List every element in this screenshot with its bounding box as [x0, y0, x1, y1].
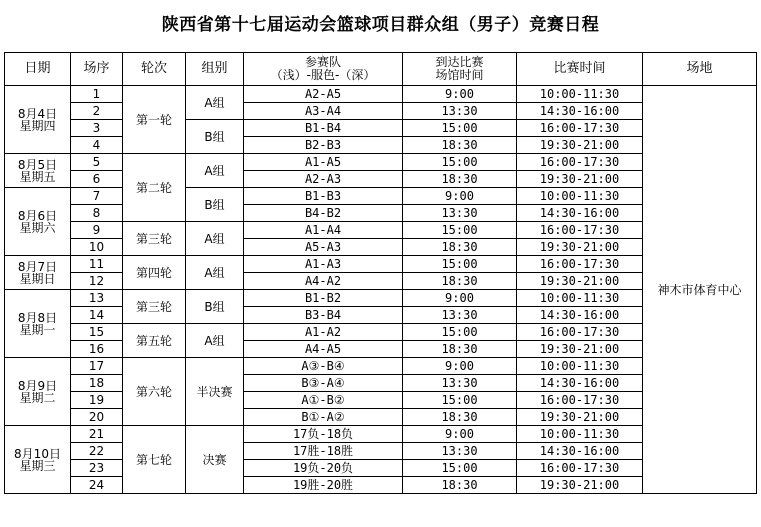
teams-cell: B③-A④ — [244, 375, 403, 392]
header-arrival-line2: 场馆时间 — [435, 68, 484, 82]
date-day: 8月10日 — [14, 446, 61, 461]
group-cell: B组 — [186, 188, 244, 222]
arrival-cell: 18:30 — [403, 477, 517, 494]
match-time-cell: 10:00-11:30 — [517, 426, 643, 443]
date-weekday: 星期六 — [19, 220, 56, 235]
seq-cell: 15 — [71, 324, 123, 341]
teams-cell: 19胜-20胜 — [244, 477, 403, 494]
group-cell: A组 — [186, 324, 244, 358]
group-cell: A组 — [186, 86, 244, 120]
header-arrival — [403, 53, 517, 86]
date-weekday: 星期日 — [19, 271, 56, 286]
teams-cell: B1-B2 — [244, 290, 403, 307]
arrival-cell: 9:00 — [403, 290, 517, 307]
teams-cell: 17负-18负 — [244, 426, 403, 443]
schedule-table — [4, 52, 757, 494]
seq-cell: 20 — [71, 409, 123, 426]
date-weekday: 星期一 — [19, 322, 56, 337]
teams-cell: A4-A2 — [244, 273, 403, 290]
group-cell: A组 — [186, 222, 244, 256]
date-cell — [5, 188, 71, 256]
teams-cell: A1-A5 — [244, 154, 403, 171]
teams-cell: A1-A3 — [244, 256, 403, 273]
seq-cell: 24 — [71, 477, 123, 494]
round-cell: 第三轮 — [123, 222, 186, 256]
header-teams — [244, 53, 403, 86]
match-time-cell: 19:30-21:00 — [517, 477, 643, 494]
round-cell: 第六轮 — [123, 358, 186, 426]
teams-cell: B3-B4 — [244, 307, 403, 324]
match-time-cell: 19:30-21:00 — [517, 171, 643, 188]
group-cell: B组 — [186, 290, 244, 324]
seq-cell: 2 — [71, 103, 123, 120]
date-day: 8月5日 — [17, 157, 58, 172]
header-round: 轮次 — [123, 53, 186, 86]
teams-cell: B2-B3 — [244, 137, 403, 154]
date-weekday: 星期四 — [19, 118, 56, 133]
seq-cell: 18 — [71, 375, 123, 392]
teams-cell: A③-B④ — [244, 358, 403, 375]
match-time-cell: 19:30-21:00 — [517, 409, 643, 426]
date-day: 8月7日 — [17, 259, 58, 274]
date-weekday: 星期五 — [19, 169, 56, 184]
header-date: 日期 — [5, 53, 71, 86]
teams-cell: A①-B② — [244, 392, 403, 409]
teams-cell: B①-A② — [244, 409, 403, 426]
seq-cell: 22 — [71, 443, 123, 460]
header-teams-line2: （浅）-服色-（深） — [270, 68, 376, 82]
match-time-cell: 14:30-16:00 — [517, 205, 643, 222]
seq-cell: 1 — [71, 86, 123, 103]
arrival-cell: 18:30 — [403, 137, 517, 154]
arrival-cell: 15:00 — [403, 460, 517, 477]
match-time-cell: 19:30-21:00 — [517, 273, 643, 290]
arrival-cell: 18:30 — [403, 409, 517, 426]
date-weekday: 星期三 — [19, 458, 56, 473]
seq-cell: 14 — [71, 307, 123, 324]
arrival-cell: 9:00 — [403, 426, 517, 443]
round-cell: 第五轮 — [123, 324, 186, 358]
match-time-cell: 14:30-16:00 — [517, 103, 643, 120]
teams-cell: A2-A3 — [244, 171, 403, 188]
group-cell: 半决赛 — [186, 358, 244, 426]
match-time-cell: 10:00-11:30 — [517, 358, 643, 375]
match-time-cell: 14:30-16:00 — [517, 307, 643, 324]
seq-cell: 4 — [71, 137, 123, 154]
header-group: 组别 — [186, 53, 244, 86]
group-cell: B组 — [186, 120, 244, 154]
seq-cell: 8 — [71, 205, 123, 222]
date-weekday: 星期二 — [19, 390, 56, 405]
arrival-cell: 18:30 — [403, 171, 517, 188]
arrival-cell: 18:30 — [403, 341, 517, 358]
match-time-cell: 16:00-17:30 — [517, 324, 643, 341]
match-time-cell: 19:30-21:00 — [517, 341, 643, 358]
seq-cell: 5 — [71, 154, 123, 171]
arrival-cell: 13:30 — [403, 103, 517, 120]
seq-cell: 12 — [71, 273, 123, 290]
seq-cell: 7 — [71, 188, 123, 205]
arrival-cell: 18:30 — [403, 239, 517, 256]
date-cell — [5, 290, 71, 358]
header-row — [5, 53, 757, 86]
teams-cell: B1-B3 — [244, 188, 403, 205]
arrival-cell: 15:00 — [403, 256, 517, 273]
seq-cell: 10 — [71, 239, 123, 256]
teams-cell: A4-A5 — [244, 341, 403, 358]
seq-cell: 23 — [71, 460, 123, 477]
match-time-cell: 16:00-17:30 — [517, 256, 643, 273]
group-cell: A组 — [186, 154, 244, 188]
seq-cell: 11 — [71, 256, 123, 273]
date-cell — [5, 426, 71, 494]
group-cell: 决赛 — [186, 426, 244, 494]
match-time-cell: 16:00-17:30 — [517, 120, 643, 137]
teams-cell: 17胜-18胜 — [244, 443, 403, 460]
teams-cell: A1-A2 — [244, 324, 403, 341]
match-time-cell: 14:30-16:00 — [517, 443, 643, 460]
round-cell: 第七轮 — [123, 426, 186, 494]
arrival-cell: 15:00 — [403, 324, 517, 341]
arrival-cell: 9:00 — [403, 86, 517, 103]
match-time-cell: 16:00-17:30 — [517, 460, 643, 477]
arrival-cell: 13:30 — [403, 375, 517, 392]
round-cell: 第一轮 — [123, 86, 186, 154]
date-day: 8月4日 — [17, 106, 58, 121]
venue-cell: 神木市体育中心 — [643, 86, 757, 494]
arrival-cell: 15:00 — [403, 120, 517, 137]
date-cell — [5, 86, 71, 154]
seq-cell: 9 — [71, 222, 123, 239]
teams-cell: A1-A4 — [244, 222, 403, 239]
match-time-cell: 16:00-17:30 — [517, 392, 643, 409]
group-cell: A组 — [186, 256, 244, 290]
seq-cell: 3 — [71, 120, 123, 137]
match-time-cell: 16:00-17:30 — [517, 222, 643, 239]
teams-cell: A2-A5 — [244, 86, 403, 103]
seq-cell: 6 — [71, 171, 123, 188]
arrival-cell: 15:00 — [403, 154, 517, 171]
teams-cell: B1-B4 — [244, 120, 403, 137]
date-day: 8月8日 — [17, 310, 58, 325]
round-cell: 第二轮 — [123, 154, 186, 222]
match-time-cell: 10:00-11:30 — [517, 188, 643, 205]
match-time-cell: 19:30-21:00 — [517, 239, 643, 256]
round-cell: 第三轮 — [123, 290, 186, 324]
seq-cell: 13 — [71, 290, 123, 307]
header-teams-line1: 参赛队 — [304, 55, 341, 69]
date-cell — [5, 154, 71, 188]
seq-cell: 16 — [71, 341, 123, 358]
seq-cell: 19 — [71, 392, 123, 409]
match-time-cell: 10:00-11:30 — [517, 290, 643, 307]
arrival-cell: 18:30 — [403, 273, 517, 290]
teams-cell: B4-B2 — [244, 205, 403, 222]
date-day: 8月9日 — [17, 378, 58, 393]
header-seq: 场序 — [71, 53, 123, 86]
arrival-cell: 9:00 — [403, 358, 517, 375]
table-row — [5, 86, 757, 103]
seq-cell: 17 — [71, 358, 123, 375]
header-match-time: 比赛时间 — [517, 53, 643, 86]
arrival-cell: 15:00 — [403, 222, 517, 239]
match-time-cell: 16:00-17:30 — [517, 154, 643, 171]
arrival-cell: 13:30 — [403, 443, 517, 460]
arrival-cell: 13:30 — [403, 205, 517, 222]
seq-cell: 21 — [71, 426, 123, 443]
header-venue: 场地 — [643, 53, 757, 86]
arrival-cell: 9:00 — [403, 188, 517, 205]
header-arrival-line1: 到达比赛 — [435, 55, 484, 69]
arrival-cell: 15:00 — [403, 392, 517, 409]
teams-cell: A3-A4 — [244, 103, 403, 120]
teams-cell: 19负-20负 — [244, 460, 403, 477]
date-cell — [5, 256, 71, 290]
round-cell: 第四轮 — [123, 256, 186, 290]
match-time-cell: 19:30-21:00 — [517, 137, 643, 154]
arrival-cell: 13:30 — [403, 307, 517, 324]
match-time-cell: 14:30-16:00 — [517, 375, 643, 392]
date-day: 8月6日 — [17, 208, 58, 223]
page-title: 陕西省第十七届运动会篮球项目群众组（男子）竞赛日程 — [161, 15, 600, 35]
match-time-cell: 10:00-11:30 — [517, 86, 643, 103]
date-cell — [5, 358, 71, 426]
teams-cell: A5-A3 — [244, 239, 403, 256]
